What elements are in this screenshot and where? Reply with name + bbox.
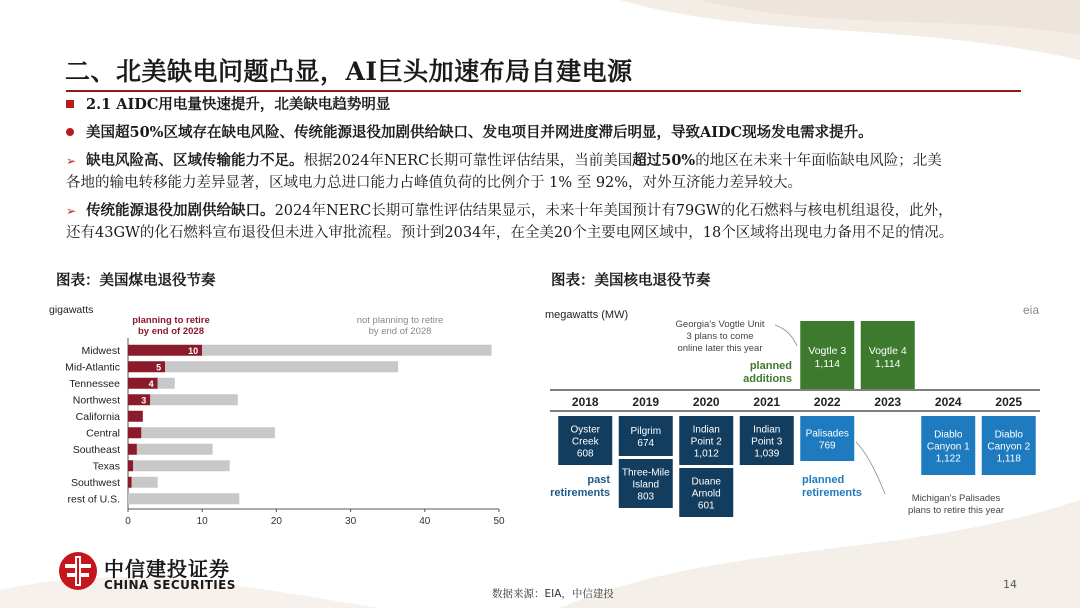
logo-chinese-name: 中信建投证券 [104, 557, 230, 581]
point-2-text-a: 2024年NERC长期可靠性评估结果显示，未来十年美国预计有79GW的化石燃料与核电机组退役，此外， [274, 203, 953, 219]
bar-not-planning-to-retire [150, 394, 238, 405]
title-divider [66, 90, 1021, 92]
bar-planning-to-retire [128, 411, 143, 422]
bar-planning-to-retire [128, 477, 132, 488]
vogtle-annotation: Georgia's Vogtle Unit [675, 319, 765, 330]
lead-point-text: 美国超50%区域存在缺电风险、传统能源退役加剧供给缺口、发电项目并网进度滞后明显，导致AIDC现场发电需求提升。 [86, 124, 873, 141]
coal-chart-caption: 图表：美国煤电退役节奏 [56, 272, 216, 289]
nuclear-chart-caption: 图表：美国核电退役节奏 [551, 272, 711, 289]
legend-label-1: planning to retire [132, 315, 210, 326]
vogtle-annotation: 3 plans to come [686, 331, 754, 342]
past-retirement-text: Pilgrim [630, 426, 662, 437]
past-retirement-text: 1,012 [693, 448, 719, 460]
category-label: Tennessee [69, 377, 120, 390]
planned-retirement-text: 769 [818, 440, 836, 452]
bar-not-planning-to-retire [128, 493, 239, 504]
past-retirement-text: Three-Mile [621, 467, 670, 479]
x-tick-label: 50 [493, 516, 505, 527]
round-bullet-icon [66, 128, 74, 136]
bar-planning-to-retire [128, 427, 141, 438]
coal-retirement-chart [44, 296, 514, 530]
category-label: Southeast [72, 443, 120, 456]
point-1-line-2: 各地的输电转移能力差异显著，区域电力总进口能力占峰值负荷的比例介于 1% 至 92%，对外互济能力差异较大。 [66, 175, 803, 191]
past-retirements-label-line2: retirements [550, 487, 610, 499]
bar-data-label: 4 [148, 378, 154, 389]
legend-label-2-line2: by end of 2028 [368, 326, 432, 337]
past-retirement-text: Oyster [570, 424, 600, 436]
point-2-line-2: 还有43GW的化石燃料宣布退役但未进入审批流程。预计到2034年，在全美20个主要电网区域中，18个区域将出现电力备用不足的情况。 [66, 225, 954, 241]
planned-retirements-label: planned [802, 474, 845, 486]
point-1-heading: 缺电风险高、区域传输能力不足。 [86, 152, 304, 169]
category-label: Mid-Atlantic [65, 361, 120, 374]
addition-mw: 1,114 [875, 358, 901, 370]
category-label: Midwest [81, 344, 120, 357]
past-retirement-text: Creek [571, 436, 599, 448]
vogtle-leader-line [775, 325, 797, 346]
square-bullet-icon [66, 100, 74, 108]
past-retirement-text: Island [632, 479, 660, 491]
bar-not-planning-to-retire [158, 378, 175, 389]
category-label: Central [86, 427, 120, 440]
x-tick-label: 30 [345, 516, 357, 527]
y-axis-unit-label: gigawatts [49, 304, 94, 316]
lead-point [66, 122, 873, 144]
legend-label-2: not planning to retire [356, 315, 444, 326]
year-label: 2020 [692, 395, 720, 409]
planned-retirements-label-line2: retirements [802, 487, 862, 499]
bar-not-planning-to-retire [132, 477, 158, 488]
planned-retirement-text: Canyon 1 [926, 441, 970, 453]
category-label: Northwest [72, 394, 120, 407]
planned-retirement-text: 1,118 [996, 453, 1021, 465]
palisades-annotation: plans to retire this year [907, 505, 1005, 516]
past-retirement-text: 674 [637, 438, 655, 449]
point-2-line-1 [66, 200, 953, 222]
x-tick-label: 10 [196, 516, 208, 527]
year-label: 2019 [632, 395, 660, 409]
year-label: 2021 [753, 395, 781, 409]
year-label: 2024 [934, 395, 962, 409]
nuclear-retirement-chart [540, 296, 1050, 530]
past-retirement-text: Point 3 [751, 436, 783, 448]
year-label: 2025 [995, 395, 1023, 409]
planned-retirement-text: Diablo [994, 429, 1023, 441]
bar-planning-to-retire [128, 444, 137, 455]
section-heading-text: 2.1 AIDC用电量快速提升，北美缺电趋势明显 [86, 96, 391, 113]
bar-data-label: 5 [156, 362, 162, 373]
unit-label: megawatts (MW) [545, 309, 629, 321]
planned-retirement-text: 1,122 [935, 453, 961, 465]
bar-not-planning-to-retire [165, 361, 398, 372]
addition-name: Vogtle 3 [808, 345, 847, 357]
past-retirement-text: Point 2 [690, 436, 722, 448]
bar-data-label: 3 [141, 395, 147, 406]
category-label: rest of U.S. [67, 493, 120, 506]
year-label: 2022 [813, 395, 841, 409]
arrow-bullet-icon: ➢ [66, 154, 77, 168]
planned-additions-label: planned [749, 360, 792, 372]
slide-title: 二、北美缺电问题凸显，AI巨头加速布局自建电源 [65, 57, 633, 86]
past-retirement-text: 608 [576, 448, 594, 460]
vogtle-annotation: online later this year [677, 343, 763, 354]
bar-data-label: 10 [188, 345, 199, 356]
point-1-text-a: 根据2024年NERC长期可靠性评估结果，当前美国 [303, 153, 633, 169]
x-tick-label: 40 [419, 516, 431, 527]
page-number: 14 [1003, 578, 1017, 591]
category-label: Southwest [70, 476, 120, 489]
year-label: 2023 [874, 395, 902, 409]
past-retirement-text: Indian [753, 424, 781, 436]
planned-retirement-text: Diablo [934, 429, 963, 441]
palisades-annotation: Michigan's Palisades [911, 493, 1001, 504]
past-retirement-text: Indian [692, 424, 720, 436]
addition-mw: 1,114 [814, 358, 840, 370]
x-tick-label: 0 [125, 516, 131, 527]
point-1-line-1 [66, 150, 942, 172]
past-retirement-text: 601 [697, 500, 715, 512]
past-retirements-label: past [587, 474, 610, 486]
planned-additions-label-line2: additions [743, 373, 792, 385]
addition-name: Vogtle 4 [868, 345, 907, 357]
point-1-highlight: 超过50% [632, 152, 696, 169]
past-retirement-text: Duane [691, 476, 721, 488]
logo-english-name: CHINA SECURITIES [104, 578, 236, 592]
bar-not-planning-to-retire [202, 345, 491, 356]
eia-source-mark: eia [1023, 303, 1040, 317]
bar-not-planning-to-retire [141, 427, 275, 438]
planned-retirement-text: Canyon 2 [987, 441, 1031, 453]
year-label: 2018 [571, 395, 599, 409]
point-1-text-b: 的地区在未来十年面临缺电风险；北美 [695, 153, 942, 169]
past-retirement-text: 803 [637, 491, 655, 503]
source-note: 数据来源：EIA，中信建投 [492, 588, 614, 600]
past-retirement-text: 1,039 [754, 448, 780, 460]
bar-planning-to-retire [128, 460, 133, 471]
x-tick-label: 20 [270, 516, 282, 527]
past-retirement-text: Arnold [691, 488, 721, 500]
point-2-heading: 传统能源退役加剧供给缺口。 [86, 202, 275, 219]
company-logo-icon [58, 551, 98, 591]
arrow-bullet-icon: ➢ [66, 204, 77, 218]
bar-not-planning-to-retire [133, 460, 229, 471]
planned-retirement-text: Palisades [805, 428, 849, 440]
legend-label-1-line2: by end of 2028 [138, 326, 204, 337]
category-label: Texas [92, 460, 120, 473]
bar-not-planning-to-retire [137, 444, 213, 455]
bar-planning-to-retire [128, 394, 150, 405]
category-label: California [75, 410, 120, 423]
section-heading [66, 94, 390, 116]
